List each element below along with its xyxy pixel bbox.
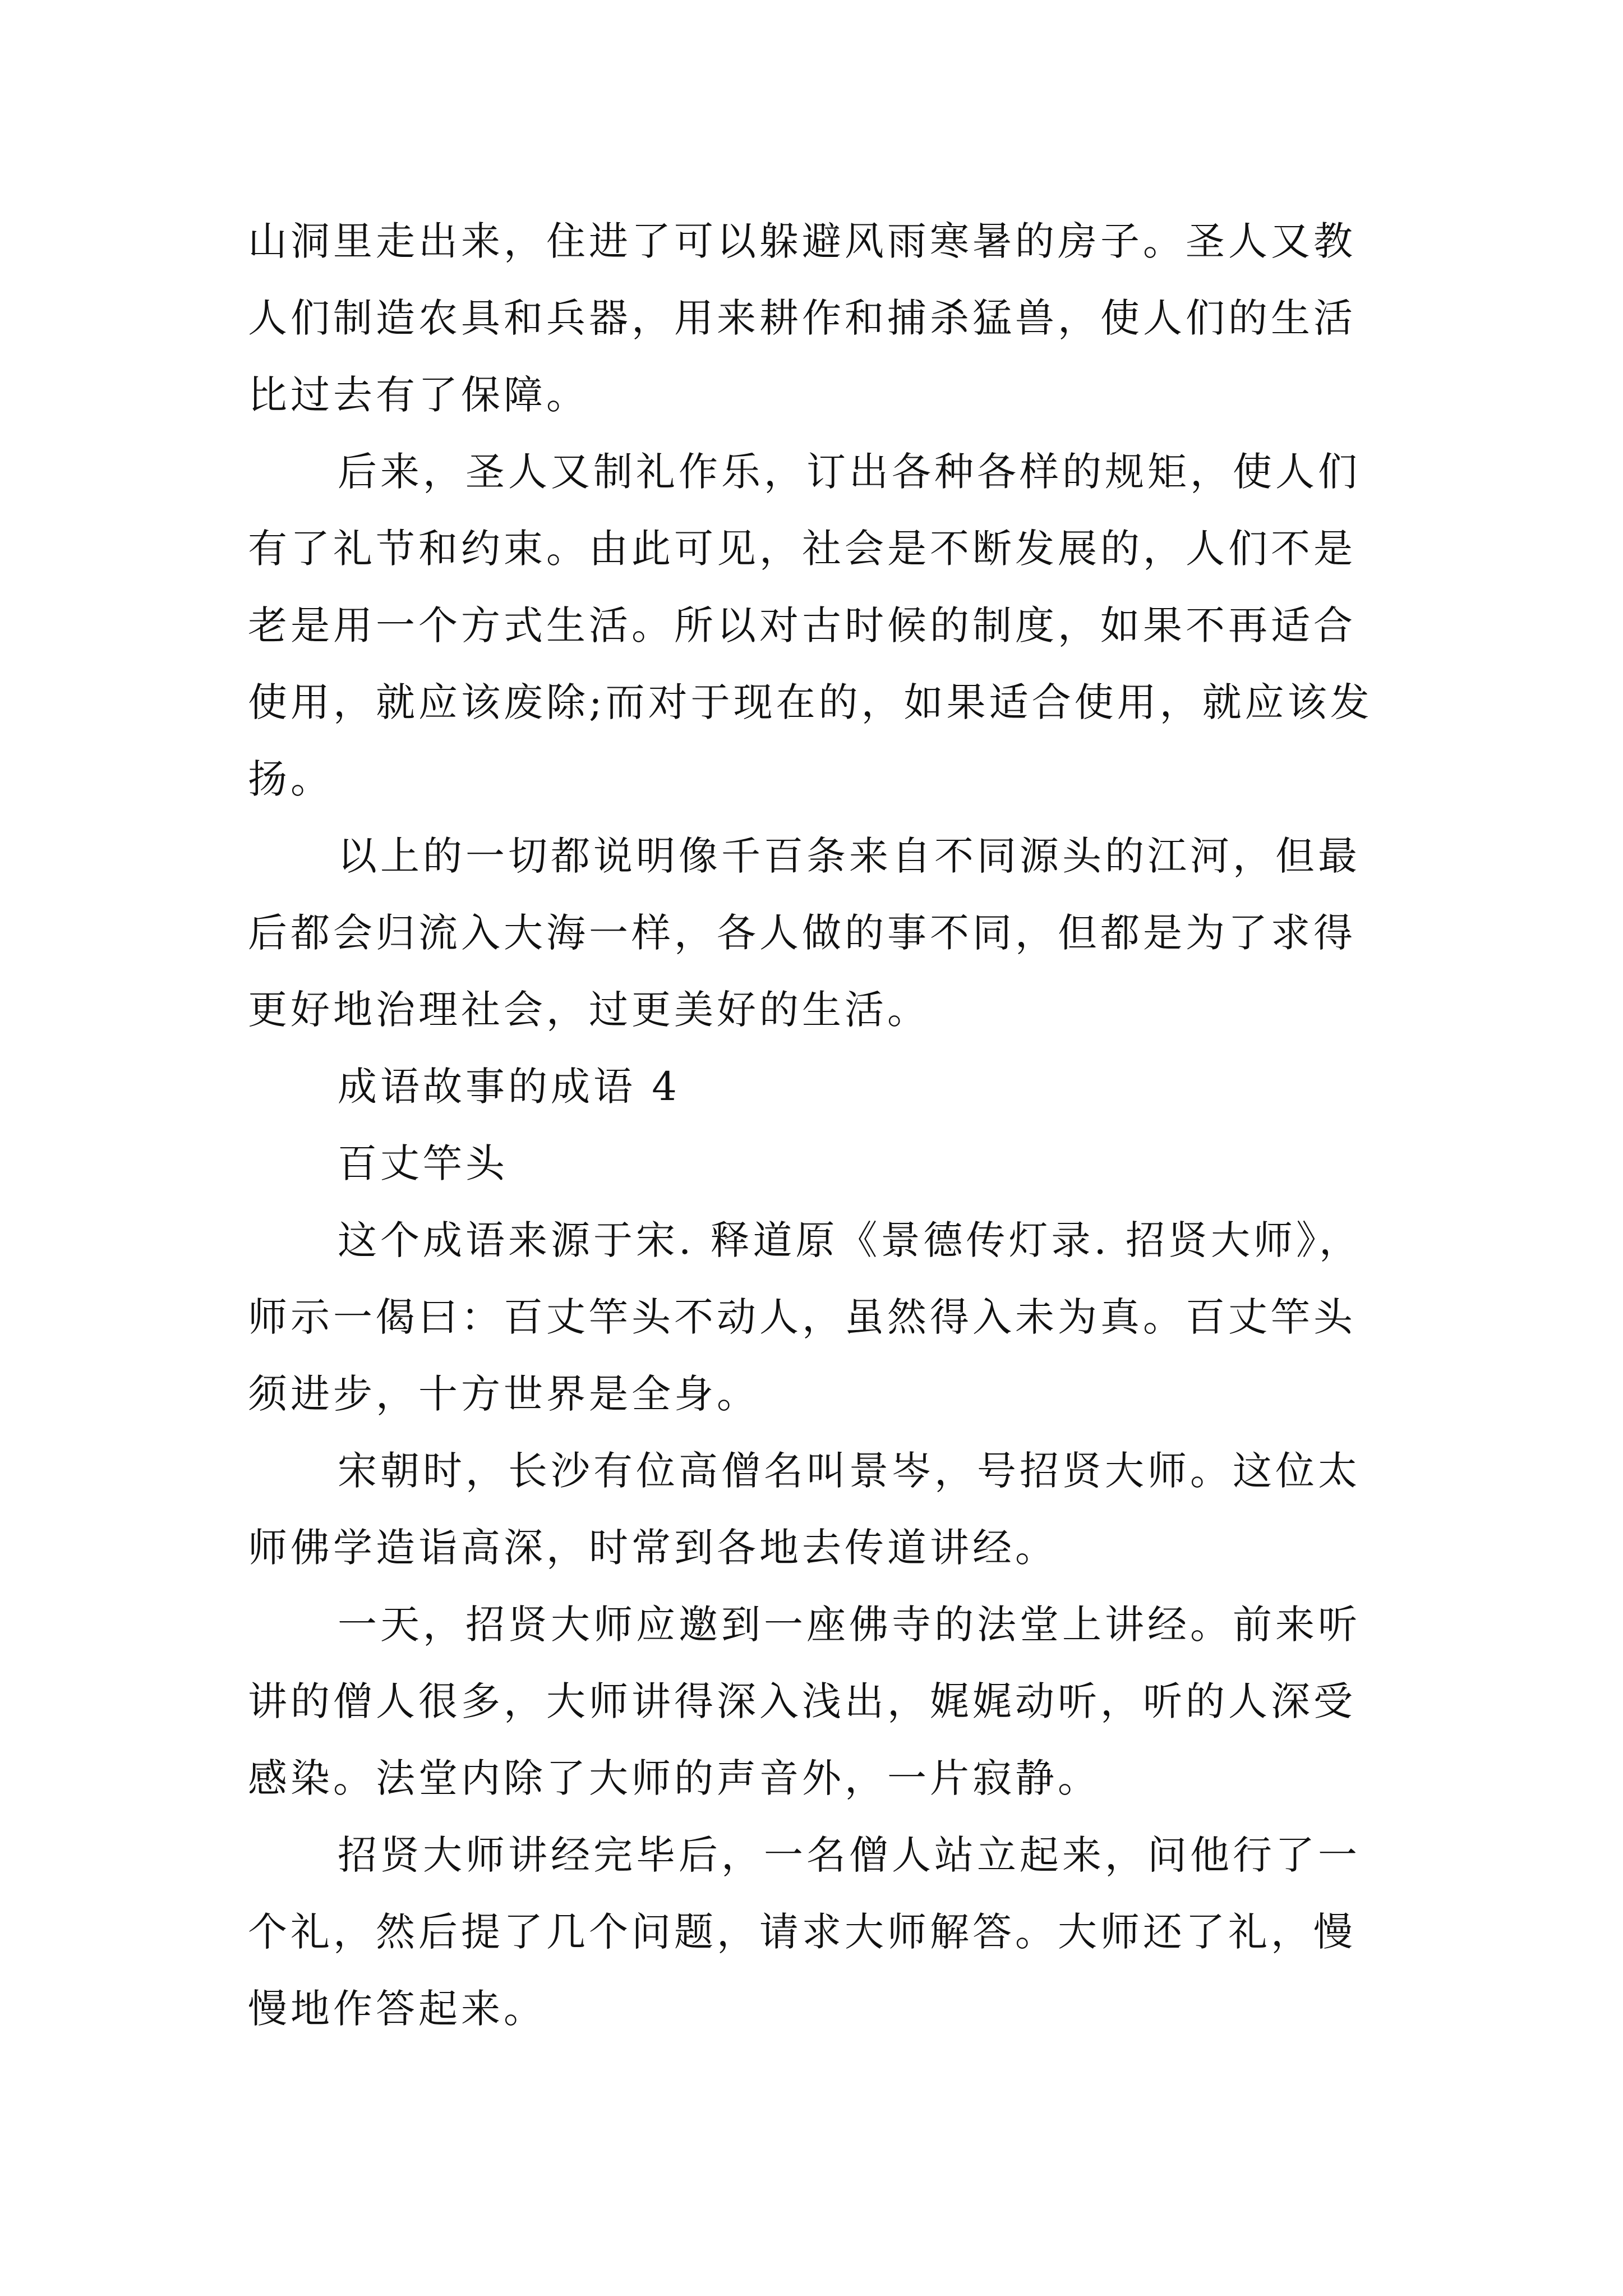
paragraph: 以上的一切都说明像千百条来自不同源头的江河，但最后都会归流入大海一样，各人做的事不同，但都是为了求得更好地治理社会，过更美好的生活。 [248, 833, 1361, 1033]
paragraph-continued: 山洞里走出来，住进了可以躲避风雨寒暑的房子。圣人又教人们制造农具和兵器，用来耕作和捕杀猛兽，使人们的生活比过去有了保障。 [248, 218, 1356, 418]
idiom-title: 百丈竿头 [338, 1140, 508, 1186]
paragraph: 宋朝时，长沙有位高僧名叫景岑，号招贤大师。这位太师佛学造诣高深，时常到各地去传道讲经。 [248, 1448, 1361, 1571]
paragraph: 招贤大师讲经完毕后，一名僧人站立起来，问他行了一个礼，然后提了几个问题，请求大师解答。大师还了礼，慢慢地作答起来。 [248, 1832, 1361, 2032]
paragraph: 这个成语来源于宋. 释道原《景德传灯录. 招贤大师》，师示一偈曰：百丈竿头不动人，虽然得入未为真。百丈竿头须进步，十方世界是全身。 [248, 1217, 1362, 1417]
document-body [248, 203, 1386, 2047]
paragraph: 一天，招贤大师应邀到一座佛寺的法堂上讲经。前来听讲的僧人很多，大师讲得深入浅出，娓娓动听，听的人深受感染。法堂内除了大师的声音外，一片寂静。 [248, 1602, 1361, 1801]
paragraph: 后来，圣人又制礼作乐，订出各种各样的规矩，使人们有了礼节和约束。由此可见，社会是不断发展的，人们不是老是用一个方式生活。所以对古时候的制度，如果不再适合使用，就应该废除;而对于现在的，如果适合使用，就应该发扬。 [248, 449, 1373, 802]
section-heading: 成语故事的成语 4 [338, 1064, 680, 1110]
